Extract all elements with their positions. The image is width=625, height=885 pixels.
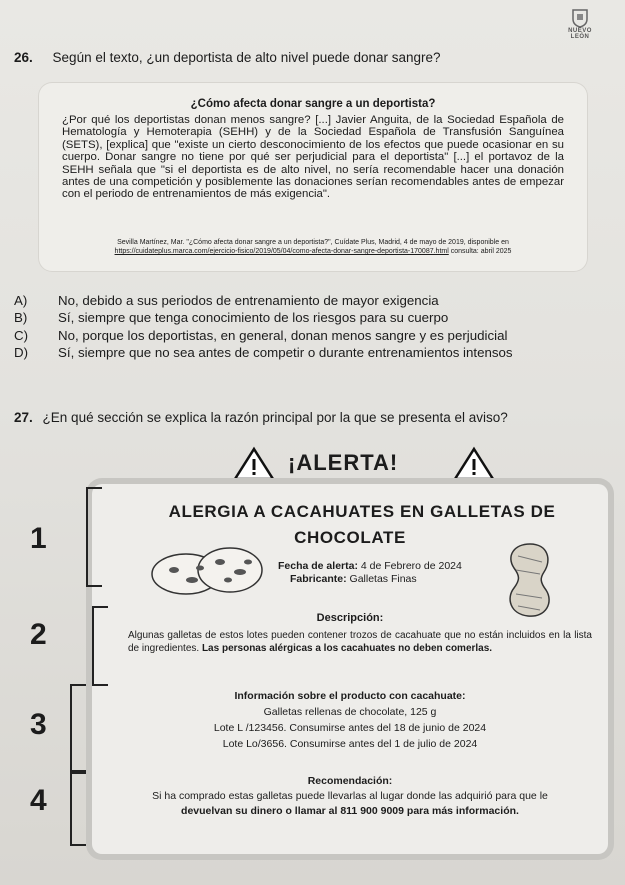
- info-line: Galletas rellenas de chocolate, 125 g: [263, 706, 437, 718]
- section-number-1: 1: [30, 522, 47, 555]
- notice-meta: [278, 560, 462, 586]
- article-body: ¿Por qué los deportistas donan menos sangre? [...] Javier Anguita, de la Sociedad Española de Hematología y Hemoterapia (SEHH) y de la Sociedad Española de Transfusión Sanguínea (SETS), [explica] que "existe un cierto desconocimiento de los efectos que puede ocasionar en su cuerpo. Donar sangre no tiene por qué ser perjudicial para el deportista" [...] el portavoz de la SEHH señala que "si el deportista es de alto nivel, no sería recomendable hacer una donación antes de una competición y posiblemente las donaciones serían recomendables antes de empezar con el periodo de entrenamientos de más exigencia".: [62, 114, 564, 201]
- peanut-icon: [502, 540, 558, 620]
- option-d[interactable]: [14, 344, 513, 361]
- answer-options: [14, 292, 513, 362]
- description-warning: Las personas alérgicas a los cacahuates no deben comerlas.: [201, 642, 493, 654]
- option-letter: B): [14, 310, 28, 326]
- logo-text: NUEVO: [568, 28, 592, 34]
- alert-title: ¡ALERTA!: [288, 450, 399, 475]
- option-letter: D): [14, 345, 29, 361]
- section-bracket-2: [92, 606, 108, 686]
- question-number: 26.: [14, 50, 33, 65]
- notice-title-2: CHOCOLATE: [294, 528, 406, 547]
- info-line: Lote Lo/3656. Consumirse antes del 1 de julio de 2024: [222, 738, 478, 750]
- question-26: [14, 50, 441, 65]
- option-c[interactable]: [14, 327, 513, 344]
- section-bracket-4: [70, 770, 86, 846]
- shield-icon: [571, 8, 589, 28]
- article-title: ¿Cómo afecta donar sangre a un deportista?: [190, 98, 436, 110]
- rec-text-1: Si ha comprado estas galletas puede llevarlas al lugar donde las adquirió para que le: [152, 790, 548, 802]
- citation-text: Sevilla Martínez, Mar. "¿Cómo afecta donar sangre a un deportista?", Cuídate Plus, Madrid, 4 de mayo de 2019, disponible en: [117, 239, 509, 246]
- description-heading: Descripción:: [316, 612, 384, 624]
- citation-url[interactable]: https://cuidateplus.marca.com/ejercicio-fisico/2019/05/04/como-afecta-donar-sangre-deportista-170087.html: [114, 248, 449, 255]
- section-number-4: 4: [30, 784, 47, 817]
- option-text: No, porque los deportistas, en general, donan menos sangre y es perjudicial: [58, 327, 508, 343]
- section-number-3: 3: [30, 708, 47, 741]
- product-info: [92, 688, 608, 752]
- citation-consulted: consulta: abril 2025: [450, 248, 512, 255]
- description-text: Algunas galletas de estos lotes pueden contener trozos de cacahuate que no están incluidos en la lista de ingredientes.: [128, 630, 592, 654]
- warning-icon: [452, 446, 496, 482]
- option-letter: A): [14, 293, 28, 308]
- date-label: Fecha de alerta:: [278, 560, 358, 572]
- logo-subtext: LEÓN: [570, 34, 590, 40]
- section-bracket-1: [86, 487, 102, 587]
- section-bracket-3: [70, 684, 86, 774]
- notice-title: ALERGIA A CACAHUATES EN GALLETAS DE: [168, 502, 556, 521]
- option-a[interactable]: [14, 292, 513, 309]
- option-b[interactable]: [14, 309, 513, 326]
- date-value: 4 de Febrero de 2024: [360, 560, 462, 572]
- allergy-notice: [92, 484, 608, 854]
- info-heading: Información sobre el producto con cacahuate:: [234, 690, 466, 702]
- question-text: ¿En qué sección se explica la razón principal por la que se presenta el aviso?: [42, 410, 508, 425]
- description: [128, 630, 592, 655]
- question-number: 27.: [14, 410, 33, 425]
- option-text: Sí, siempre que tenga conocimiento de los riesgos para su cuerpo: [58, 310, 449, 326]
- question-27: [14, 410, 508, 425]
- section-number-2: 2: [30, 618, 47, 651]
- recommendation: [92, 774, 608, 819]
- maker-label: Fabricante:: [290, 573, 347, 585]
- question-text: Según el texto, ¿un deportista de alto nivel puede donar sangre?: [52, 50, 441, 65]
- option-text: Sí, siempre que no sea antes de competir o durante entrenamientos intensos: [58, 345, 513, 361]
- maker-value: Galletas Finas: [349, 573, 417, 585]
- option-letter: C): [14, 327, 29, 343]
- warning-icon: [232, 446, 276, 482]
- nuevo-leon-logo: [560, 8, 600, 40]
- info-line: Lote L /123456. Consumirse antes del 18 de junio de 2024: [213, 722, 487, 734]
- rec-heading: Recomendación:: [307, 775, 393, 787]
- rec-text-2: devuelvan su dinero o llamar al 811 900 9009 para más información.: [181, 805, 519, 817]
- option-text: No, debido a sus periodos de entrenamiento de mayor exigencia: [58, 293, 439, 308]
- alert-heading: [232, 446, 492, 482]
- article-card: [38, 82, 588, 272]
- article-citation: [38, 238, 588, 256]
- cookies-icon: [148, 542, 268, 598]
